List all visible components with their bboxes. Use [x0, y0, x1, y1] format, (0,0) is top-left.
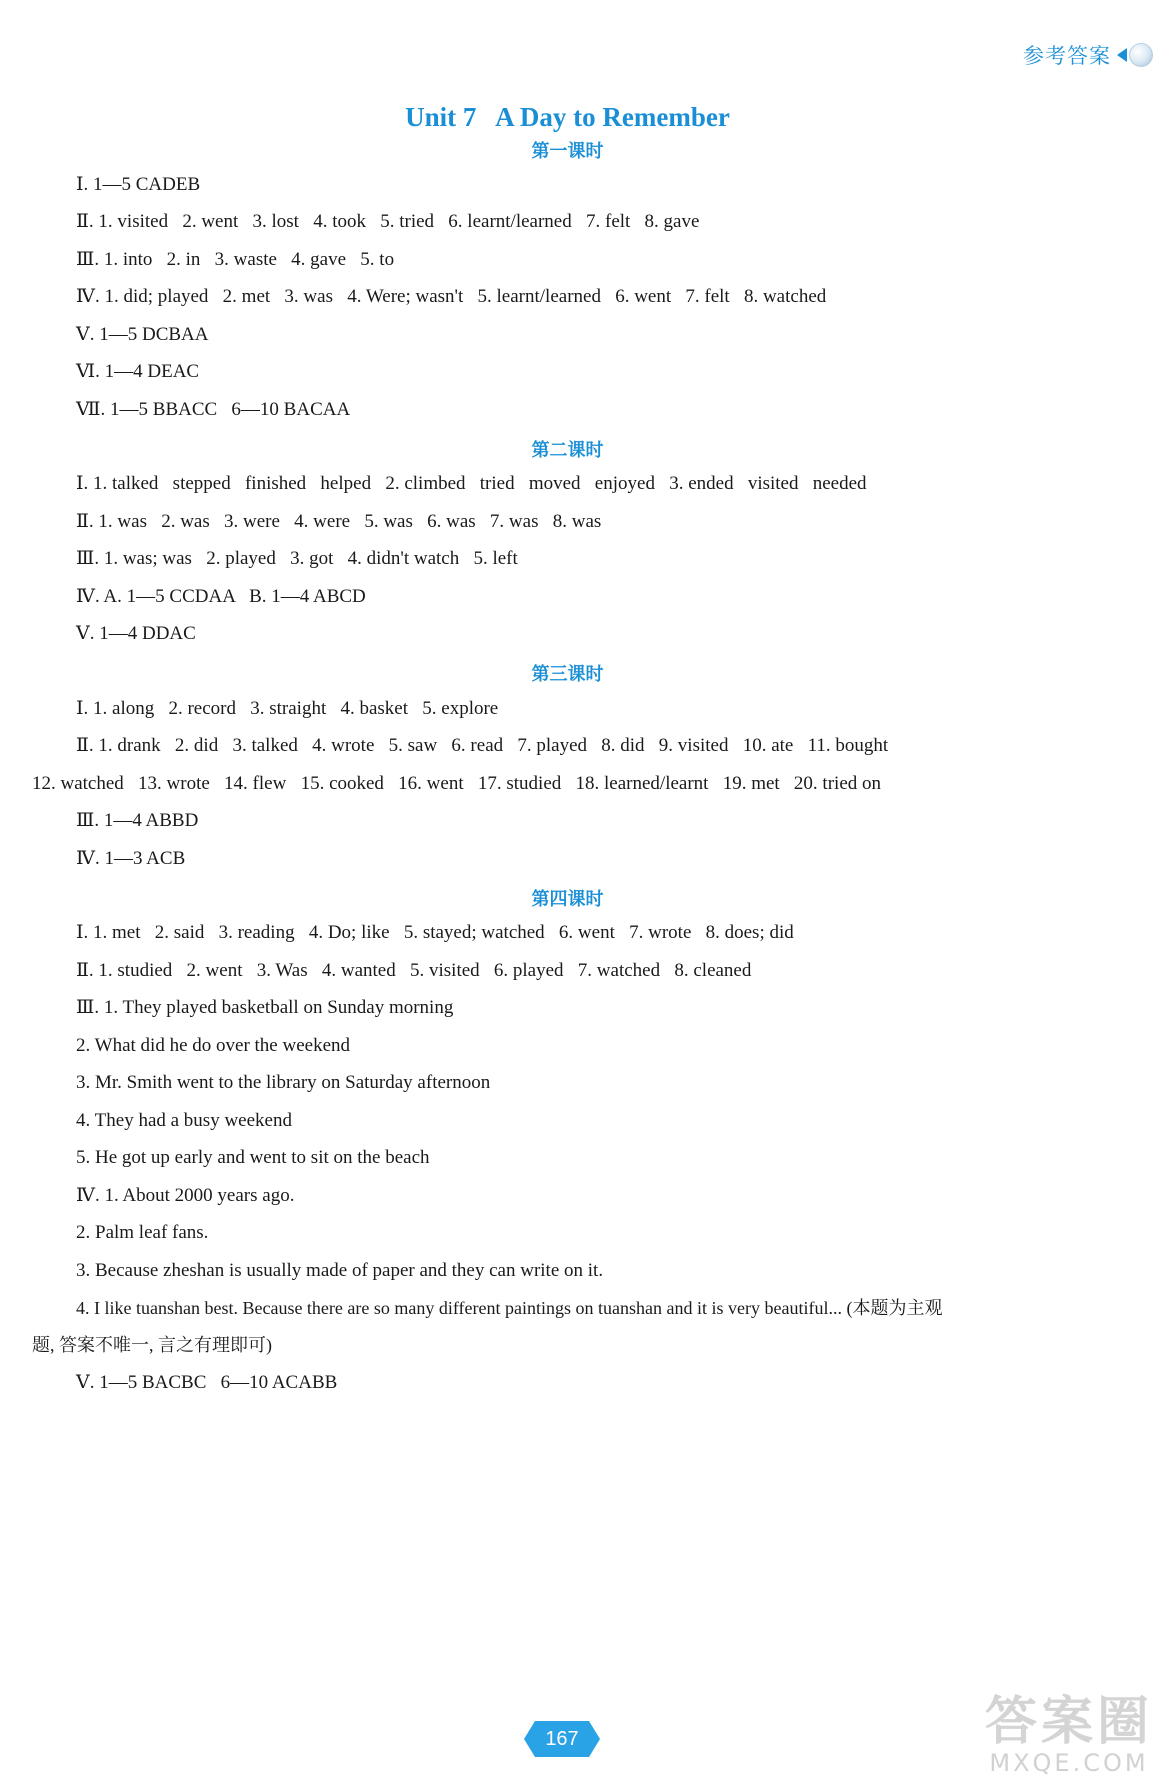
answer-line: 4. They had a busy weekend [76, 1110, 292, 1131]
unit-title: Unit 7 A Day to Remember [405, 102, 730, 132]
watermark-url: MXQE.COM [989, 1749, 1149, 1777]
answer-line: Ⅰ. 1. talked stepped finished helped 2. climbed tried moved enjoyed 3. ended visited needed [76, 473, 867, 494]
answer-line: Ⅲ. 1. was; was 2. played 3. got 4. didn't watch 5. left [76, 548, 518, 569]
answer-line: Ⅰ. 1—5 CADEB [76, 174, 201, 195]
answer-line: Ⅳ. A. 1—5 CCDAA B. 1—4 ABCD [76, 586, 366, 607]
lesson-heading-3: 第三课时 [531, 664, 604, 685]
answer-line: 3. Because zheshan is usually made of paper and they can write on it. [76, 1260, 604, 1281]
answer-line: Ⅱ. 1. visited 2. went 3. lost 4. took 5. tried 6. learnt/learned 7. felt 8. gave [76, 211, 700, 232]
answer-key-label: 参考答案 [1023, 44, 1111, 68]
answer-line: Ⅲ. 1. They played basketball on Sunday morning [76, 997, 454, 1018]
answer-line: Ⅱ. 1. studied 2. went 3. Was 4. wanted 5. visited 6. played 7. watched 8. cleaned [76, 960, 752, 981]
lesson-heading-4: 第四课时 [531, 889, 604, 910]
answer-line: Ⅵ. 1—4 DEAC [76, 361, 200, 382]
site-watermark [985, 1694, 1153, 1776]
answer-line: Ⅲ. 1. into 2. in 3. waste 4. gave 5. to [76, 249, 395, 270]
answer-line: Ⅶ. 1—5 BBACC 6—10 BACAA [76, 399, 351, 420]
watermark-logo: 答案圈 [984, 1692, 1153, 1752]
answer-line: Ⅴ. 1—5 DCBAA [76, 324, 209, 345]
answer-line: Ⅰ. 1. met 2. said 3. reading 4. Do; like 5. stayed; watched 6. went 7. wrote 8. does; did [76, 922, 794, 943]
answer-line: Ⅳ. 1—3 ACB [76, 848, 186, 869]
chevron-left-icon [1117, 48, 1127, 62]
lesson-heading-1: 第一课时 [531, 141, 604, 162]
answer-key-tag [1023, 40, 1153, 70]
answer-line: 2. What did he do over the weekend [76, 1035, 351, 1056]
answer-line: 2. Palm leaf fans. [76, 1222, 209, 1243]
page-number-badge [523, 1720, 601, 1758]
answer-line: 题, 答案不唯一, 言之有理即可) [32, 1335, 272, 1355]
answer-line: Ⅰ. 1. along 2. record 3. straight 4. basket 5. explore [76, 698, 499, 719]
lesson-heading-2: 第二课时 [531, 440, 604, 461]
page-number: 167 [545, 1727, 579, 1750]
answer-line: Ⅳ. 1. did; played 2. met 3. was 4. Were; wasn't 5. learnt/learned 6. went 7. felt 8. watched [76, 286, 827, 307]
answer-line: 4. I like tuanshan best. Because there are so many different paintings on tuanshan and it is very beautiful... (本题为主观 [76, 1298, 943, 1318]
answer-line: Ⅴ. 1—5 BACBC 6—10 ACABB [76, 1372, 338, 1393]
answer-line: 3. Mr. Smith went to the library on Saturday afternoon [76, 1072, 491, 1093]
answer-line: Ⅱ. 1. drank 2. did 3. talked 4. wrote 5. saw 6. read 7. played 8. did 9. visited 10. ate 11. bought [76, 735, 889, 756]
answer-line: Ⅱ. 1. was 2. was 3. were 4. were 5. was 6. was 7. was 8. was [76, 511, 602, 532]
answer-line: 5. He got up early and went to sit on the beach [76, 1147, 430, 1168]
decorative-sphere-icon [1129, 43, 1153, 67]
answer-line: Ⅴ. 1—4 DDAC [76, 623, 196, 644]
answer-line: Ⅳ. 1. About 2000 years ago. [76, 1185, 295, 1206]
answer-line: Ⅲ. 1—4 ABBD [76, 810, 199, 831]
answer-line: 12. watched 13. wrote 14. flew 15. cooked 16. went 17. studied 18. learned/learnt 19. met 20. tried on [32, 773, 881, 794]
